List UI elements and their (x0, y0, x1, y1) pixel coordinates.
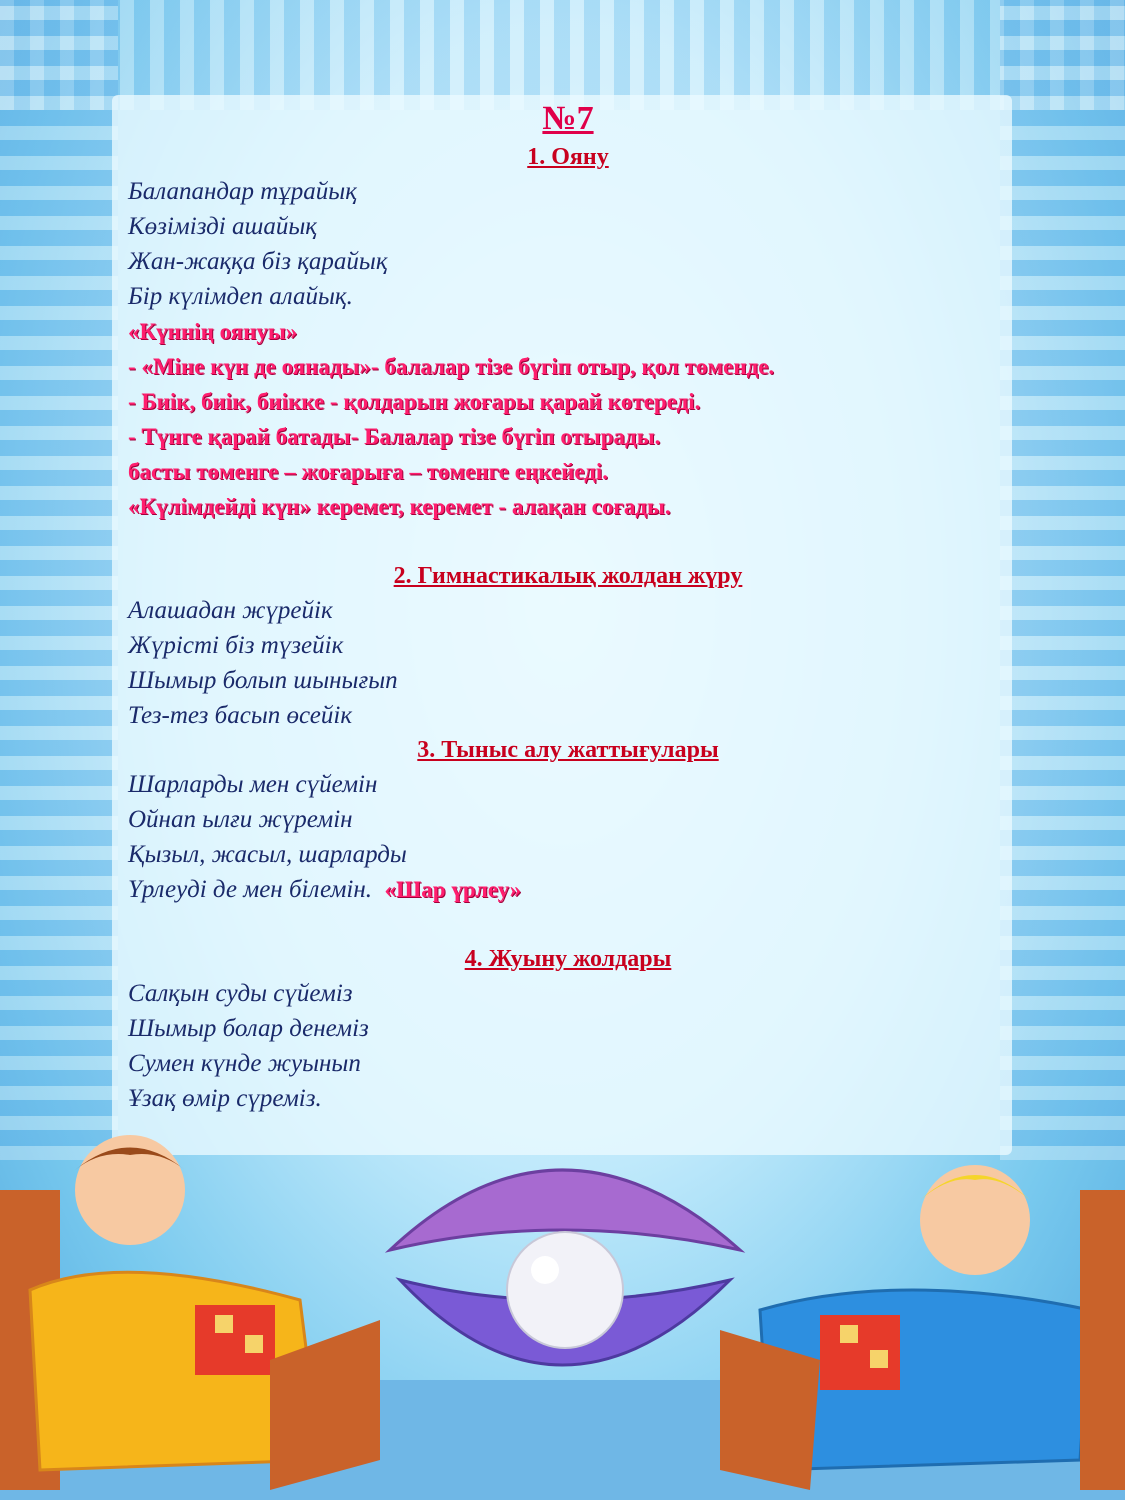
poem-line: Тез-тез басып өсейік (128, 702, 353, 729)
poem-line: Жан-жаққа біз қарайық (128, 248, 388, 275)
instruction-line: «Күлімдейді күн» керемет, керемет - алақан соғады. (128, 494, 671, 519)
left-bed-icon (0, 1135, 380, 1490)
poem-line: Салқын суды сүйеміз (128, 980, 353, 1007)
shell-pearl-icon (390, 1170, 740, 1365)
kids-bed-illustration (0, 1130, 1125, 1500)
exercise-label: «Шар үрлеу» (384, 877, 522, 902)
lace-frame-left (0, 0, 118, 1160)
instruction-line: - Биік, биік, биікке - қолдарын жоғары қарай көтереді. (128, 389, 701, 414)
lace-frame-right (1000, 0, 1125, 1160)
poem-line: Шымыр болар денеміз (128, 1015, 369, 1042)
section-heading-1: 1. Ояну (527, 144, 609, 170)
poem-line: Сумен күнде жуынып (128, 1050, 361, 1077)
poem-line: Шарларды мен сүйемін (128, 771, 378, 798)
poem-line: Бір күлімдеп алайық. (128, 283, 353, 310)
poem-line: Жүрісті біз түзейік (128, 632, 344, 659)
instruction-line: - «Міне күн де оянады»- балалар тізе бүгіп отыр, қол төменде. (128, 354, 775, 379)
instruction-line: - Түнге қарай батады- Балалар тізе бүгіп отырады. (128, 424, 661, 449)
poem-line: Қызыл, жасыл, шарларды (128, 841, 407, 868)
instruction-line: «Күннің оянуы» (128, 319, 298, 344)
poem-line: Ойнап ылғи жүремін (128, 806, 353, 833)
instruction-line: басты төменге – жоғарыға – төменге еңкейеді. (128, 459, 609, 484)
section-heading-3: 3. Тыныс алу жаттығулары (417, 737, 719, 763)
lace-frame-top (0, 0, 1125, 110)
section-heading-2: 2. Гимнастикалық жолдан жүру (393, 563, 743, 589)
poem-line: Алашадан жүрейік (128, 597, 333, 624)
document-content (128, 98, 1008, 1116)
right-bed-icon (720, 1165, 1125, 1490)
section-heading-4: 4. Жуыну жолдары (464, 946, 672, 972)
poem-line-with-exercise (128, 872, 1008, 907)
poem-line: Балапандар тұрайық (128, 178, 357, 205)
page-title: №7 (542, 100, 594, 137)
poem-line: Ұзақ өмір сүреміз. (128, 1085, 322, 1112)
poem-line: Үрлеуді де мен білемін. (128, 876, 373, 903)
poem-line: Шымыр болып шынығып (128, 667, 398, 694)
poem-line: Көзімізді ашайық (128, 213, 317, 240)
